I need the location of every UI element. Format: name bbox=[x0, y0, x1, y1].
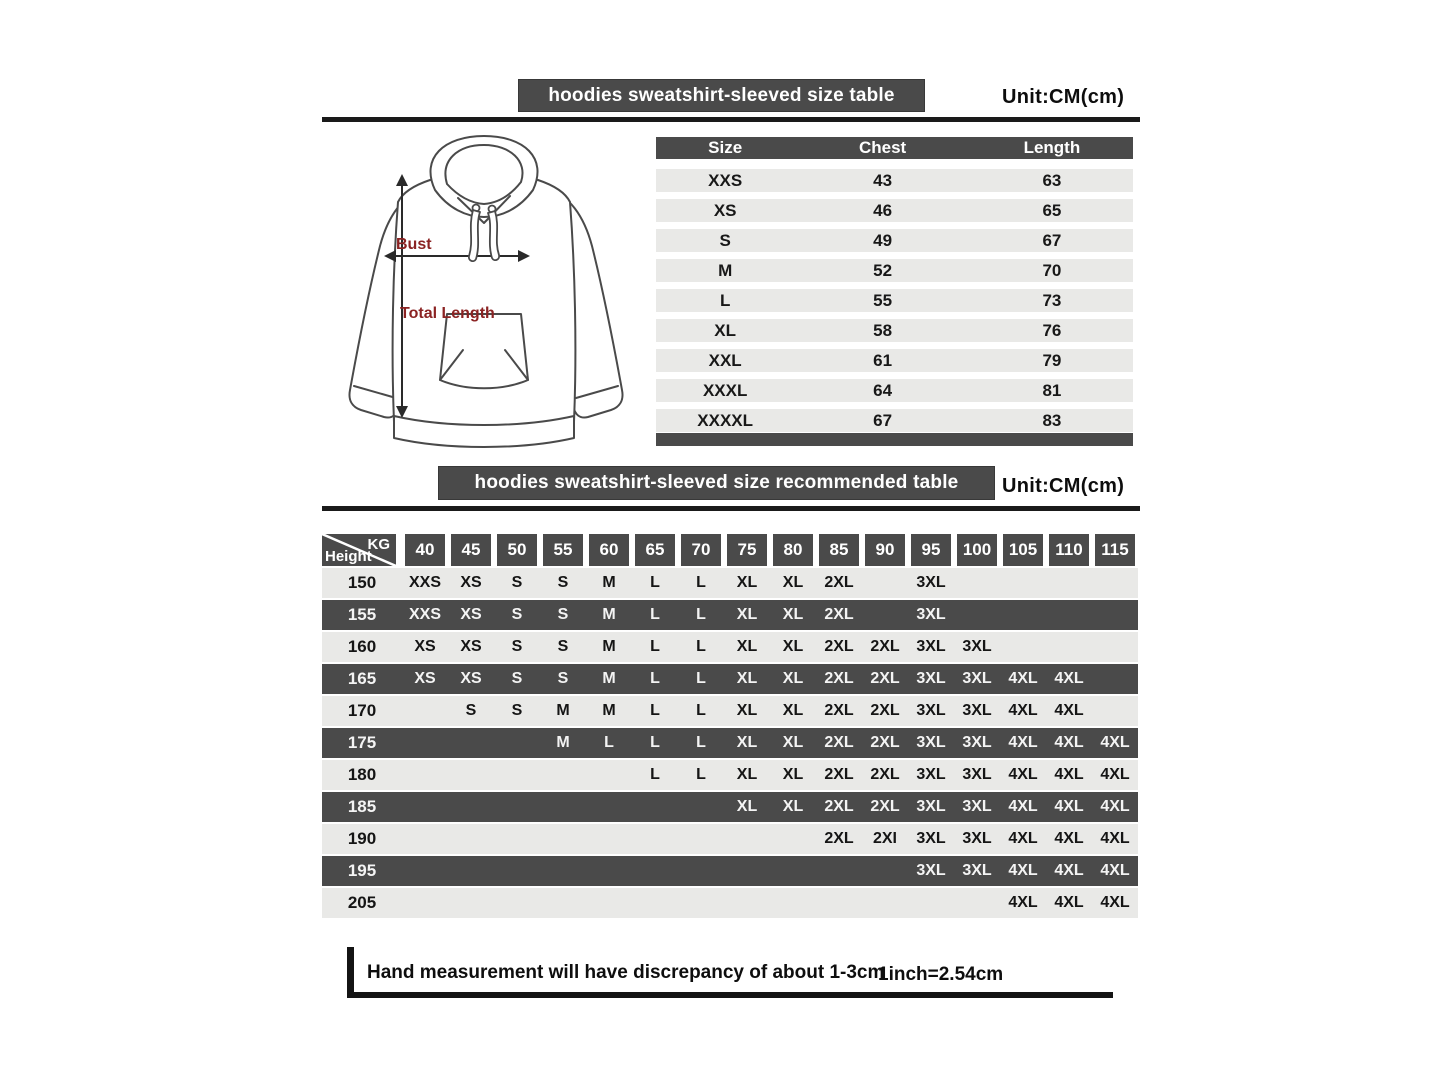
recommend-cell: 2XL bbox=[870, 766, 900, 783]
corner-kg-label: KG bbox=[367, 536, 390, 553]
recommend-cell: S bbox=[557, 606, 569, 623]
recommend-cell: L bbox=[604, 734, 614, 751]
recommend-cell bbox=[448, 760, 494, 790]
recommend-cell: XXS bbox=[408, 574, 441, 591]
height-label: 205 bbox=[347, 893, 377, 912]
recommend-cell: 2XI bbox=[872, 830, 897, 847]
inch-conversion-note: 1inch=2.54cm bbox=[878, 964, 1004, 985]
height-label: 160 bbox=[347, 637, 377, 656]
recommend-cell: 3XL bbox=[962, 830, 992, 847]
kg-column-header: 115 bbox=[1095, 534, 1135, 566]
recommend-cell bbox=[632, 888, 678, 918]
size-table bbox=[656, 137, 1133, 446]
recommended-table-title: hoodies sweatshirt-sleeved size recommended table bbox=[438, 466, 995, 500]
recommend-row-160 bbox=[322, 632, 1138, 662]
recommend-cell: XL bbox=[782, 798, 804, 815]
recommend-cell: L bbox=[696, 574, 706, 591]
recommend-cell: 3XL bbox=[916, 638, 946, 655]
recommend-cell bbox=[448, 856, 494, 886]
recommend-cell: XXS bbox=[408, 606, 441, 623]
total-length-label: Total Length bbox=[400, 305, 495, 322]
size-table-row bbox=[656, 409, 1133, 432]
size-table-cell: XXXXL bbox=[697, 410, 754, 430]
recommend-cell: S bbox=[511, 670, 523, 687]
recommend-cell bbox=[1092, 632, 1138, 662]
recommend-cell: XL bbox=[782, 574, 804, 591]
recommend-cell bbox=[402, 792, 448, 822]
size-table-cell: 61 bbox=[873, 350, 893, 370]
recommend-cell: M bbox=[602, 702, 616, 719]
recommend-cell bbox=[862, 568, 908, 598]
recommend-cell bbox=[862, 888, 908, 918]
recommend-cell: S bbox=[465, 702, 477, 719]
recommend-cell: M bbox=[556, 734, 570, 751]
height-label: 190 bbox=[347, 829, 377, 848]
recommend-cell: 4XL bbox=[1008, 670, 1038, 687]
height-label: 195 bbox=[347, 861, 377, 880]
kg-height-corner-cell bbox=[322, 534, 396, 566]
size-table-cell: XXXL bbox=[702, 380, 748, 400]
recommend-cell: 3XL bbox=[916, 574, 946, 591]
recommend-cell: S bbox=[511, 702, 523, 719]
recommend-cell bbox=[586, 888, 632, 918]
size-table-title: hoodies sweatshirt-sleeved size table bbox=[518, 79, 925, 112]
recommend-cell: XL bbox=[736, 606, 758, 623]
recommend-cell: XL bbox=[736, 798, 758, 815]
recommend-cell: 4XL bbox=[1100, 734, 1130, 751]
size-table-cell: 79 bbox=[1042, 350, 1062, 370]
footer-vertical-bar bbox=[347, 947, 354, 998]
size-table-cell: 65 bbox=[1042, 200, 1062, 220]
recommend-cell bbox=[862, 856, 908, 886]
recommend-cell bbox=[402, 888, 448, 918]
recommend-cell bbox=[816, 888, 862, 918]
recommend-cell bbox=[448, 824, 494, 854]
recommend-cell: 4XL bbox=[1008, 702, 1038, 719]
recommend-cell bbox=[632, 856, 678, 886]
recommend-cell: XL bbox=[736, 734, 758, 751]
recommend-cell bbox=[586, 792, 632, 822]
kg-column-header: 100 bbox=[957, 534, 997, 566]
size-table-cell: XL bbox=[714, 320, 737, 340]
divider-line bbox=[322, 506, 1140, 511]
size-table-cell: S bbox=[719, 230, 731, 250]
recommend-row-165 bbox=[322, 664, 1138, 694]
recommend-cell: M bbox=[602, 638, 616, 655]
size-table-col-header: Chest bbox=[858, 138, 907, 157]
recommend-cell bbox=[1092, 664, 1138, 694]
recommend-cell: 4XL bbox=[1054, 862, 1084, 879]
recommend-cell bbox=[862, 600, 908, 630]
recommend-cell: 3XL bbox=[916, 606, 946, 623]
size-table-col-header: Length bbox=[1023, 138, 1081, 157]
size-table-cell: 83 bbox=[1042, 410, 1062, 430]
recommend-cell: 3XL bbox=[916, 766, 946, 783]
recommend-cell bbox=[1046, 632, 1092, 662]
size-table-cell: 76 bbox=[1042, 320, 1062, 340]
recommend-cell: L bbox=[696, 670, 706, 687]
recommend-cell bbox=[540, 856, 586, 886]
recommend-row-150 bbox=[322, 568, 1138, 598]
recommend-cell bbox=[494, 824, 540, 854]
size-table-cell: 70 bbox=[1042, 260, 1062, 280]
recommend-cell bbox=[540, 888, 586, 918]
recommend-cell: 3XL bbox=[962, 766, 992, 783]
size-table-cell: M bbox=[718, 260, 733, 280]
recommend-cell: M bbox=[602, 606, 616, 623]
recommend-cell: XL bbox=[736, 638, 758, 655]
recommend-cell bbox=[494, 888, 540, 918]
recommend-cell: M bbox=[602, 574, 616, 591]
kg-column-header: 80 bbox=[773, 534, 813, 566]
recommend-row-155 bbox=[322, 600, 1138, 630]
recommended-table-unit-label: Unit:CM(cm) bbox=[1002, 475, 1125, 497]
recommend-cell bbox=[540, 760, 586, 790]
divider-line bbox=[322, 117, 1140, 122]
size-table-cell: L bbox=[719, 290, 731, 310]
measurement-discrepancy-note: Hand measurement will have discrepancy of about 1-3cm bbox=[367, 962, 885, 983]
recommend-cell: XL bbox=[782, 606, 804, 623]
recommend-cell: XS bbox=[460, 606, 482, 623]
recommend-cell: L bbox=[650, 702, 660, 719]
recommend-cell: 3XL bbox=[962, 734, 992, 751]
size-table-cell: 58 bbox=[873, 320, 893, 340]
recommend-cell: 4XL bbox=[1054, 830, 1084, 847]
kg-column-header: 50 bbox=[497, 534, 537, 566]
recommend-cell: 3XL bbox=[962, 638, 992, 655]
recommend-cell bbox=[586, 856, 632, 886]
recommend-cell: 4XL bbox=[1008, 798, 1038, 815]
recommend-cell: 2XL bbox=[870, 702, 900, 719]
recommend-cell: 4XL bbox=[1008, 734, 1038, 751]
size-table-unit-label: Unit:CM(cm) bbox=[1002, 86, 1125, 108]
recommend-cell bbox=[1000, 632, 1046, 662]
recommend-cell: 3XL bbox=[916, 862, 946, 879]
recommend-cell: S bbox=[511, 638, 523, 655]
recommend-cell: XL bbox=[782, 702, 804, 719]
height-label: 180 bbox=[347, 765, 377, 784]
recommend-cell: L bbox=[696, 702, 706, 719]
hoodie-measurement-diagram bbox=[332, 128, 642, 453]
size-table-body bbox=[656, 169, 1133, 432]
recommend-cell: XL bbox=[782, 734, 804, 751]
recommend-cell bbox=[1046, 600, 1092, 630]
recommend-cell bbox=[540, 792, 586, 822]
kg-column-header: 45 bbox=[451, 534, 491, 566]
recommend-cell bbox=[1000, 568, 1046, 598]
recommend-cell: L bbox=[696, 606, 706, 623]
recommend-cell bbox=[724, 824, 770, 854]
arrowhead-up bbox=[396, 174, 408, 186]
recommend-cell: XL bbox=[782, 766, 804, 783]
recommend-cell: 4XL bbox=[1054, 734, 1084, 751]
recommend-cell bbox=[954, 888, 1000, 918]
height-label: 170 bbox=[347, 701, 377, 720]
size-table-cell: 55 bbox=[873, 290, 893, 310]
recommend-cell: 4XL bbox=[1100, 766, 1130, 783]
recommend-cell: 4XL bbox=[1054, 670, 1084, 687]
size-table-cell: 67 bbox=[1042, 230, 1062, 250]
recommend-cell: M bbox=[602, 670, 616, 687]
size-table-row bbox=[656, 379, 1133, 402]
recommend-row-195 bbox=[322, 856, 1138, 886]
recommend-row-175 bbox=[322, 728, 1138, 758]
kg-column-header: 40 bbox=[405, 534, 445, 566]
recommend-cell bbox=[1092, 600, 1138, 630]
recommend-cell bbox=[954, 600, 1000, 630]
recommend-cell: 4XL bbox=[1054, 798, 1084, 815]
recommend-cell: 3XL bbox=[916, 670, 946, 687]
recommend-cell bbox=[908, 888, 954, 918]
recommend-cell: L bbox=[650, 638, 660, 655]
size-table-bottom-bar bbox=[656, 433, 1133, 446]
recommend-cell bbox=[402, 824, 448, 854]
size-table-row bbox=[656, 289, 1133, 312]
size-table-row bbox=[656, 199, 1133, 222]
recommend-cell: 4XL bbox=[1100, 894, 1130, 911]
recommend-cell bbox=[678, 888, 724, 918]
recommend-cell: L bbox=[696, 734, 706, 751]
recommend-cell: 4XL bbox=[1054, 766, 1084, 783]
recommended-table-body bbox=[322, 568, 1138, 918]
kg-column-header: 105 bbox=[1003, 534, 1043, 566]
recommend-cell: 4XL bbox=[1008, 766, 1038, 783]
size-table-cell: 64 bbox=[873, 380, 893, 400]
recommend-cell: 3XL bbox=[962, 702, 992, 719]
size-table-row bbox=[656, 319, 1133, 342]
height-label: 165 bbox=[347, 669, 377, 688]
height-label: 155 bbox=[347, 605, 377, 624]
kg-column-header: 65 bbox=[635, 534, 675, 566]
recommend-cell: 3XL bbox=[962, 798, 992, 815]
recommend-cell: L bbox=[696, 766, 706, 783]
recommend-cell: XS bbox=[414, 670, 436, 687]
recommend-cell: S bbox=[557, 574, 569, 591]
recommend-cell: 2XL bbox=[824, 638, 854, 655]
recommend-cell: 4XL bbox=[1008, 862, 1038, 879]
recommend-cell: 4XL bbox=[1100, 830, 1130, 847]
recommend-cell: 4XL bbox=[1054, 894, 1084, 911]
recommend-cell: S bbox=[511, 606, 523, 623]
recommend-cell bbox=[1046, 568, 1092, 598]
recommend-cell bbox=[448, 792, 494, 822]
size-table-header-row bbox=[656, 137, 1133, 159]
recommend-cell bbox=[954, 568, 1000, 598]
recommend-cell bbox=[678, 856, 724, 886]
height-label: 150 bbox=[347, 573, 377, 592]
recommend-cell: 4XL bbox=[1008, 894, 1038, 911]
recommend-cell: L bbox=[650, 734, 660, 751]
recommend-cell: 3XL bbox=[962, 862, 992, 879]
recommend-cell: L bbox=[696, 638, 706, 655]
recommend-cell: L bbox=[650, 766, 660, 783]
recommend-cell bbox=[586, 824, 632, 854]
recommend-cell: 3XL bbox=[916, 798, 946, 815]
size-table-cell: 52 bbox=[873, 260, 893, 280]
recommend-row-180 bbox=[322, 760, 1138, 790]
recommend-cell bbox=[632, 824, 678, 854]
recommend-cell bbox=[724, 888, 770, 918]
kg-column-header: 95 bbox=[911, 534, 951, 566]
recommend-cell: 3XL bbox=[916, 830, 946, 847]
recommend-cell: XL bbox=[736, 766, 758, 783]
recommend-cell bbox=[494, 760, 540, 790]
recommend-cell: 2XL bbox=[870, 798, 900, 815]
recommend-cell: 2XL bbox=[824, 606, 854, 623]
height-label: 175 bbox=[347, 733, 377, 752]
recommend-cell bbox=[724, 856, 770, 886]
recommend-row-205 bbox=[322, 888, 1138, 918]
recommended-table-header-row bbox=[322, 534, 1138, 566]
recommend-cell: 4XL bbox=[1100, 862, 1130, 879]
recommend-cell: 2XL bbox=[824, 670, 854, 687]
kg-column-header: 70 bbox=[681, 534, 721, 566]
recommend-cell: S bbox=[557, 670, 569, 687]
recommend-cell bbox=[770, 824, 816, 854]
recommend-cell bbox=[586, 760, 632, 790]
hoodie-pocket bbox=[440, 314, 528, 388]
recommend-row-185 bbox=[322, 792, 1138, 822]
recommend-cell bbox=[494, 856, 540, 886]
recommend-cell: XS bbox=[414, 638, 436, 655]
recommend-cell: 3XL bbox=[962, 670, 992, 687]
recommend-cell: 2XL bbox=[824, 830, 854, 847]
recommend-cell: 2XL bbox=[824, 734, 854, 751]
kg-column-header: 110 bbox=[1049, 534, 1089, 566]
recommend-cell bbox=[770, 856, 816, 886]
recommend-cell: XS bbox=[460, 638, 482, 655]
size-table-cell: 46 bbox=[873, 200, 893, 220]
recommend-cell bbox=[540, 824, 586, 854]
recommend-cell bbox=[402, 760, 448, 790]
recommend-cell: XS bbox=[460, 574, 482, 591]
kg-column-header: 90 bbox=[865, 534, 905, 566]
footer-underline bbox=[347, 992, 1113, 998]
size-table-cell: XXS bbox=[708, 170, 743, 190]
recommend-cell: S bbox=[511, 574, 523, 591]
recommend-cell: M bbox=[556, 702, 570, 719]
recommend-cell: L bbox=[650, 670, 660, 687]
recommend-row-190 bbox=[322, 824, 1138, 854]
recommend-cell: 2XL bbox=[824, 574, 854, 591]
recommend-cell bbox=[402, 696, 448, 726]
recommend-cell bbox=[816, 856, 862, 886]
corner-height-label: Height bbox=[325, 548, 372, 565]
recommend-cell: L bbox=[650, 606, 660, 623]
recommend-cell bbox=[678, 792, 724, 822]
recommend-cell: 2XL bbox=[870, 670, 900, 687]
recommend-cell bbox=[678, 824, 724, 854]
kg-column-header: 85 bbox=[819, 534, 859, 566]
recommend-cell bbox=[448, 888, 494, 918]
recommend-cell: 4XL bbox=[1054, 702, 1084, 719]
recommend-cell: XL bbox=[782, 670, 804, 687]
recommend-cell: 4XL bbox=[1008, 830, 1038, 847]
recommend-cell bbox=[1092, 568, 1138, 598]
recommend-cell: XL bbox=[736, 574, 758, 591]
size-table-cell: XS bbox=[713, 200, 737, 220]
size-table-cell: 43 bbox=[873, 170, 893, 190]
recommend-cell: 2XL bbox=[824, 766, 854, 783]
recommend-cell: S bbox=[557, 638, 569, 655]
kg-column-header: 60 bbox=[589, 534, 629, 566]
recommend-cell bbox=[402, 728, 448, 758]
size-table-cell: 63 bbox=[1042, 170, 1062, 190]
size-table-cell: 49 bbox=[873, 230, 893, 250]
size-table-row bbox=[656, 229, 1133, 252]
recommend-cell: 2XL bbox=[870, 638, 900, 655]
size-table-cell: 67 bbox=[873, 410, 893, 430]
recommend-cell bbox=[448, 728, 494, 758]
size-table-col-header: Size bbox=[708, 138, 743, 157]
kg-column-header: 55 bbox=[543, 534, 583, 566]
size-table-cell: XXL bbox=[708, 350, 742, 370]
height-label: 185 bbox=[347, 797, 377, 816]
recommended-size-table bbox=[322, 534, 1138, 920]
recommend-cell: L bbox=[650, 574, 660, 591]
recommend-cell: XL bbox=[736, 702, 758, 719]
size-table-row bbox=[656, 169, 1133, 192]
recommend-row-170 bbox=[322, 696, 1138, 726]
recommend-cell: 3XL bbox=[916, 734, 946, 751]
recommend-cell: XL bbox=[736, 670, 758, 687]
recommend-cell bbox=[494, 792, 540, 822]
recommend-cell: 2XL bbox=[824, 798, 854, 815]
recommend-cell: XS bbox=[460, 670, 482, 687]
bust-label: Bust bbox=[396, 236, 432, 253]
size-table-cell: 81 bbox=[1042, 380, 1062, 400]
recommend-cell: 2XL bbox=[824, 702, 854, 719]
recommend-cell: XL bbox=[782, 638, 804, 655]
recommend-cell bbox=[1000, 600, 1046, 630]
recommend-cell bbox=[770, 888, 816, 918]
size-table-row bbox=[656, 349, 1133, 372]
size-table-cell: 73 bbox=[1042, 290, 1062, 310]
recommend-cell bbox=[494, 728, 540, 758]
recommend-cell: 2XL bbox=[870, 734, 900, 751]
recommend-cell: 3XL bbox=[916, 702, 946, 719]
recommend-cell bbox=[402, 856, 448, 886]
recommend-cell bbox=[1092, 696, 1138, 726]
kg-column-header: 75 bbox=[727, 534, 767, 566]
recommend-cell: 4XL bbox=[1100, 798, 1130, 815]
size-table-row bbox=[656, 259, 1133, 282]
recommend-cell bbox=[632, 792, 678, 822]
